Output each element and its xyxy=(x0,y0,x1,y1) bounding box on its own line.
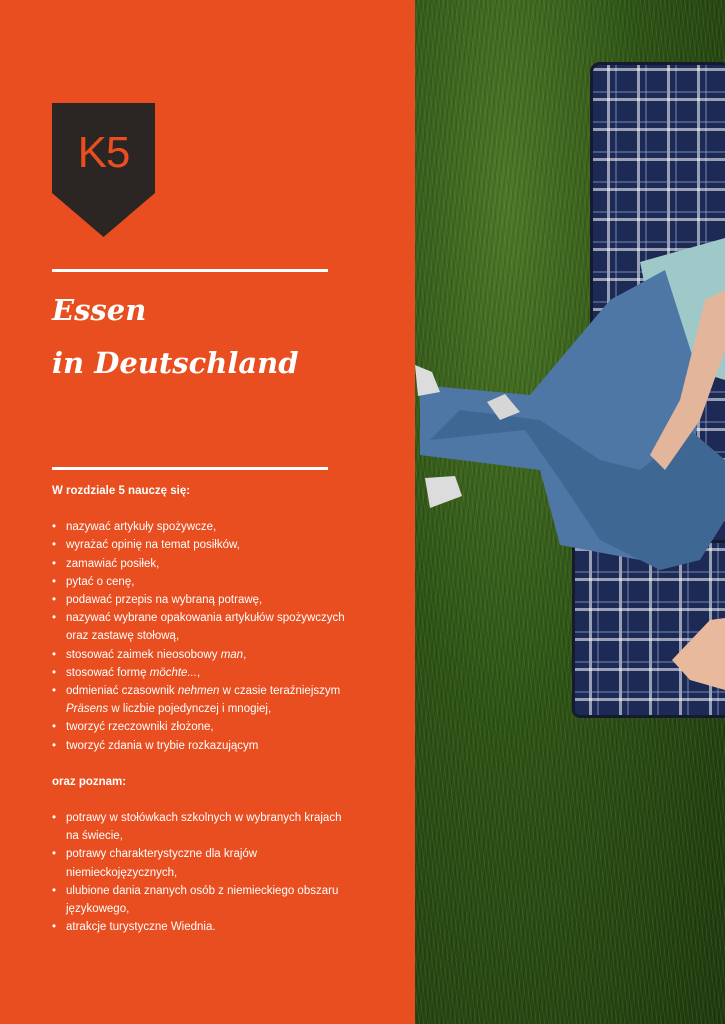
chapter-title-line-2: in Deutschland xyxy=(52,346,299,380)
discover-item: • ulubione dania znanych osób z niemieckiego obszaru językowego, xyxy=(52,882,352,918)
learn-item: • zamawiać posiłek, xyxy=(52,555,352,573)
discover-heading: oraz poznam: xyxy=(52,775,127,788)
learn-item: • wyrażać opinię na temat posiłków, xyxy=(52,536,352,554)
learn-item: • podawać przepis na wybraną potrawę, xyxy=(52,591,352,609)
learn-item: • nazywać artykuły spożywcze, xyxy=(52,518,352,536)
discover-item: • atrakcje turystyczne Wiednia. xyxy=(52,918,352,936)
learn-heading: W rozdziale 5 nauczę się: xyxy=(52,485,191,497)
learn-item: • tworzyć zdania w trybie rozkazującym xyxy=(52,737,352,755)
learn-item: • odmieniać czasownik nehmen w czasie teraźniejszym Präsens w liczbie pojedynczej i mnogiej, xyxy=(52,682,352,718)
discover-item: • potrawy charakterystyczne dla krajów niemieckojęzycznych, xyxy=(52,845,352,881)
learn-item: • stosować zaimek nieosobowy man, xyxy=(52,646,352,664)
learn-item: • nazywać wybrane opakowania artykułów spożywczych oraz zastawę stołową, xyxy=(52,609,352,645)
chapter-title-line-1: Essen xyxy=(52,293,147,327)
learn-item: • stosować formę möchte..., xyxy=(52,664,352,682)
chapter-number: K5 xyxy=(77,128,130,177)
learn-item: • tworzyć rzeczowniki złożone, xyxy=(52,718,352,736)
discover-item: • potrawy w stołówkach szkolnych w wybranych krajach na świecie, xyxy=(52,809,352,845)
learn-item: • pytać o cenę, xyxy=(52,573,352,591)
